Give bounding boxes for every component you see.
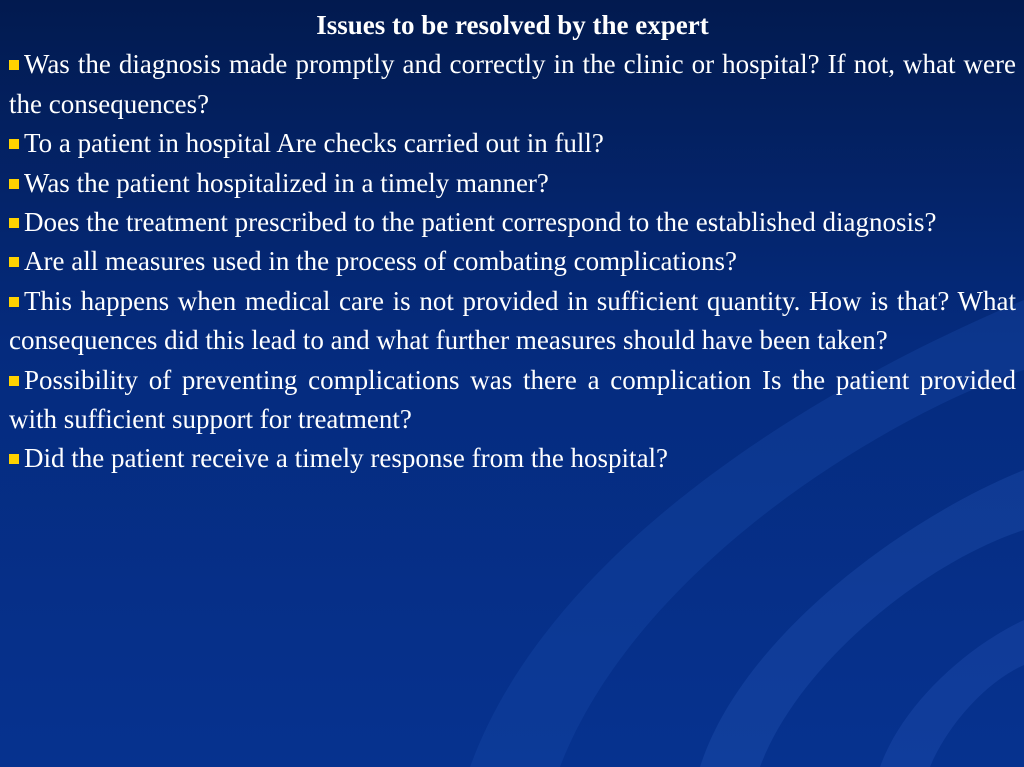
bullet-item-2 <box>9 124 1016 163</box>
slide-content <box>9 6 1016 479</box>
yellow-square-bullet-icon <box>9 60 19 70</box>
yellow-square-bullet-icon <box>9 257 19 267</box>
bullet-text: Are all measures used in the process of combating complications? <box>24 246 738 277</box>
bullet-text: Did the patient receive a timely response from the hospital? <box>24 443 669 474</box>
bullet-item-1 <box>9 45 1016 124</box>
bullet-item-7 <box>9 361 1016 440</box>
yellow-square-bullet-icon <box>9 376 19 386</box>
bullet-item-4 <box>9 203 1016 242</box>
bullet-item-8 <box>9 439 1016 478</box>
yellow-square-bullet-icon <box>9 454 19 464</box>
bullet-item-3 <box>9 164 1016 203</box>
bullet-text: Possibility of preventing complications was there a complication Is the patient provided with sufficient support for treatment? <box>9 364 1016 435</box>
bullet-item-6 <box>9 282 1016 361</box>
yellow-square-bullet-icon <box>9 218 19 228</box>
bullet-text: This happens when medical care is not provided in sufficient quantity. How is that? What consequences did this lead to and what further measures should have been taken? <box>9 285 1016 356</box>
slide-title: Issues to be resolved by the expert <box>316 10 709 40</box>
yellow-square-bullet-icon <box>9 139 19 149</box>
bullet-text: Was the diagnosis made promptly and correctly in the clinic or hospital? If not, what were the consequences? <box>9 49 1016 119</box>
bullet-text: Was the patient hospitalized in a timely manner? <box>24 167 549 198</box>
yellow-square-bullet-icon <box>9 179 19 189</box>
bullet-text: To a patient in hospital Are checks carried out in full? <box>24 128 604 159</box>
bullet-item-5 <box>9 242 1016 281</box>
yellow-square-bullet-icon <box>9 297 19 307</box>
bullet-text: Does the treatment prescribed to the patient correspond to the established diagnosis? <box>24 207 937 238</box>
